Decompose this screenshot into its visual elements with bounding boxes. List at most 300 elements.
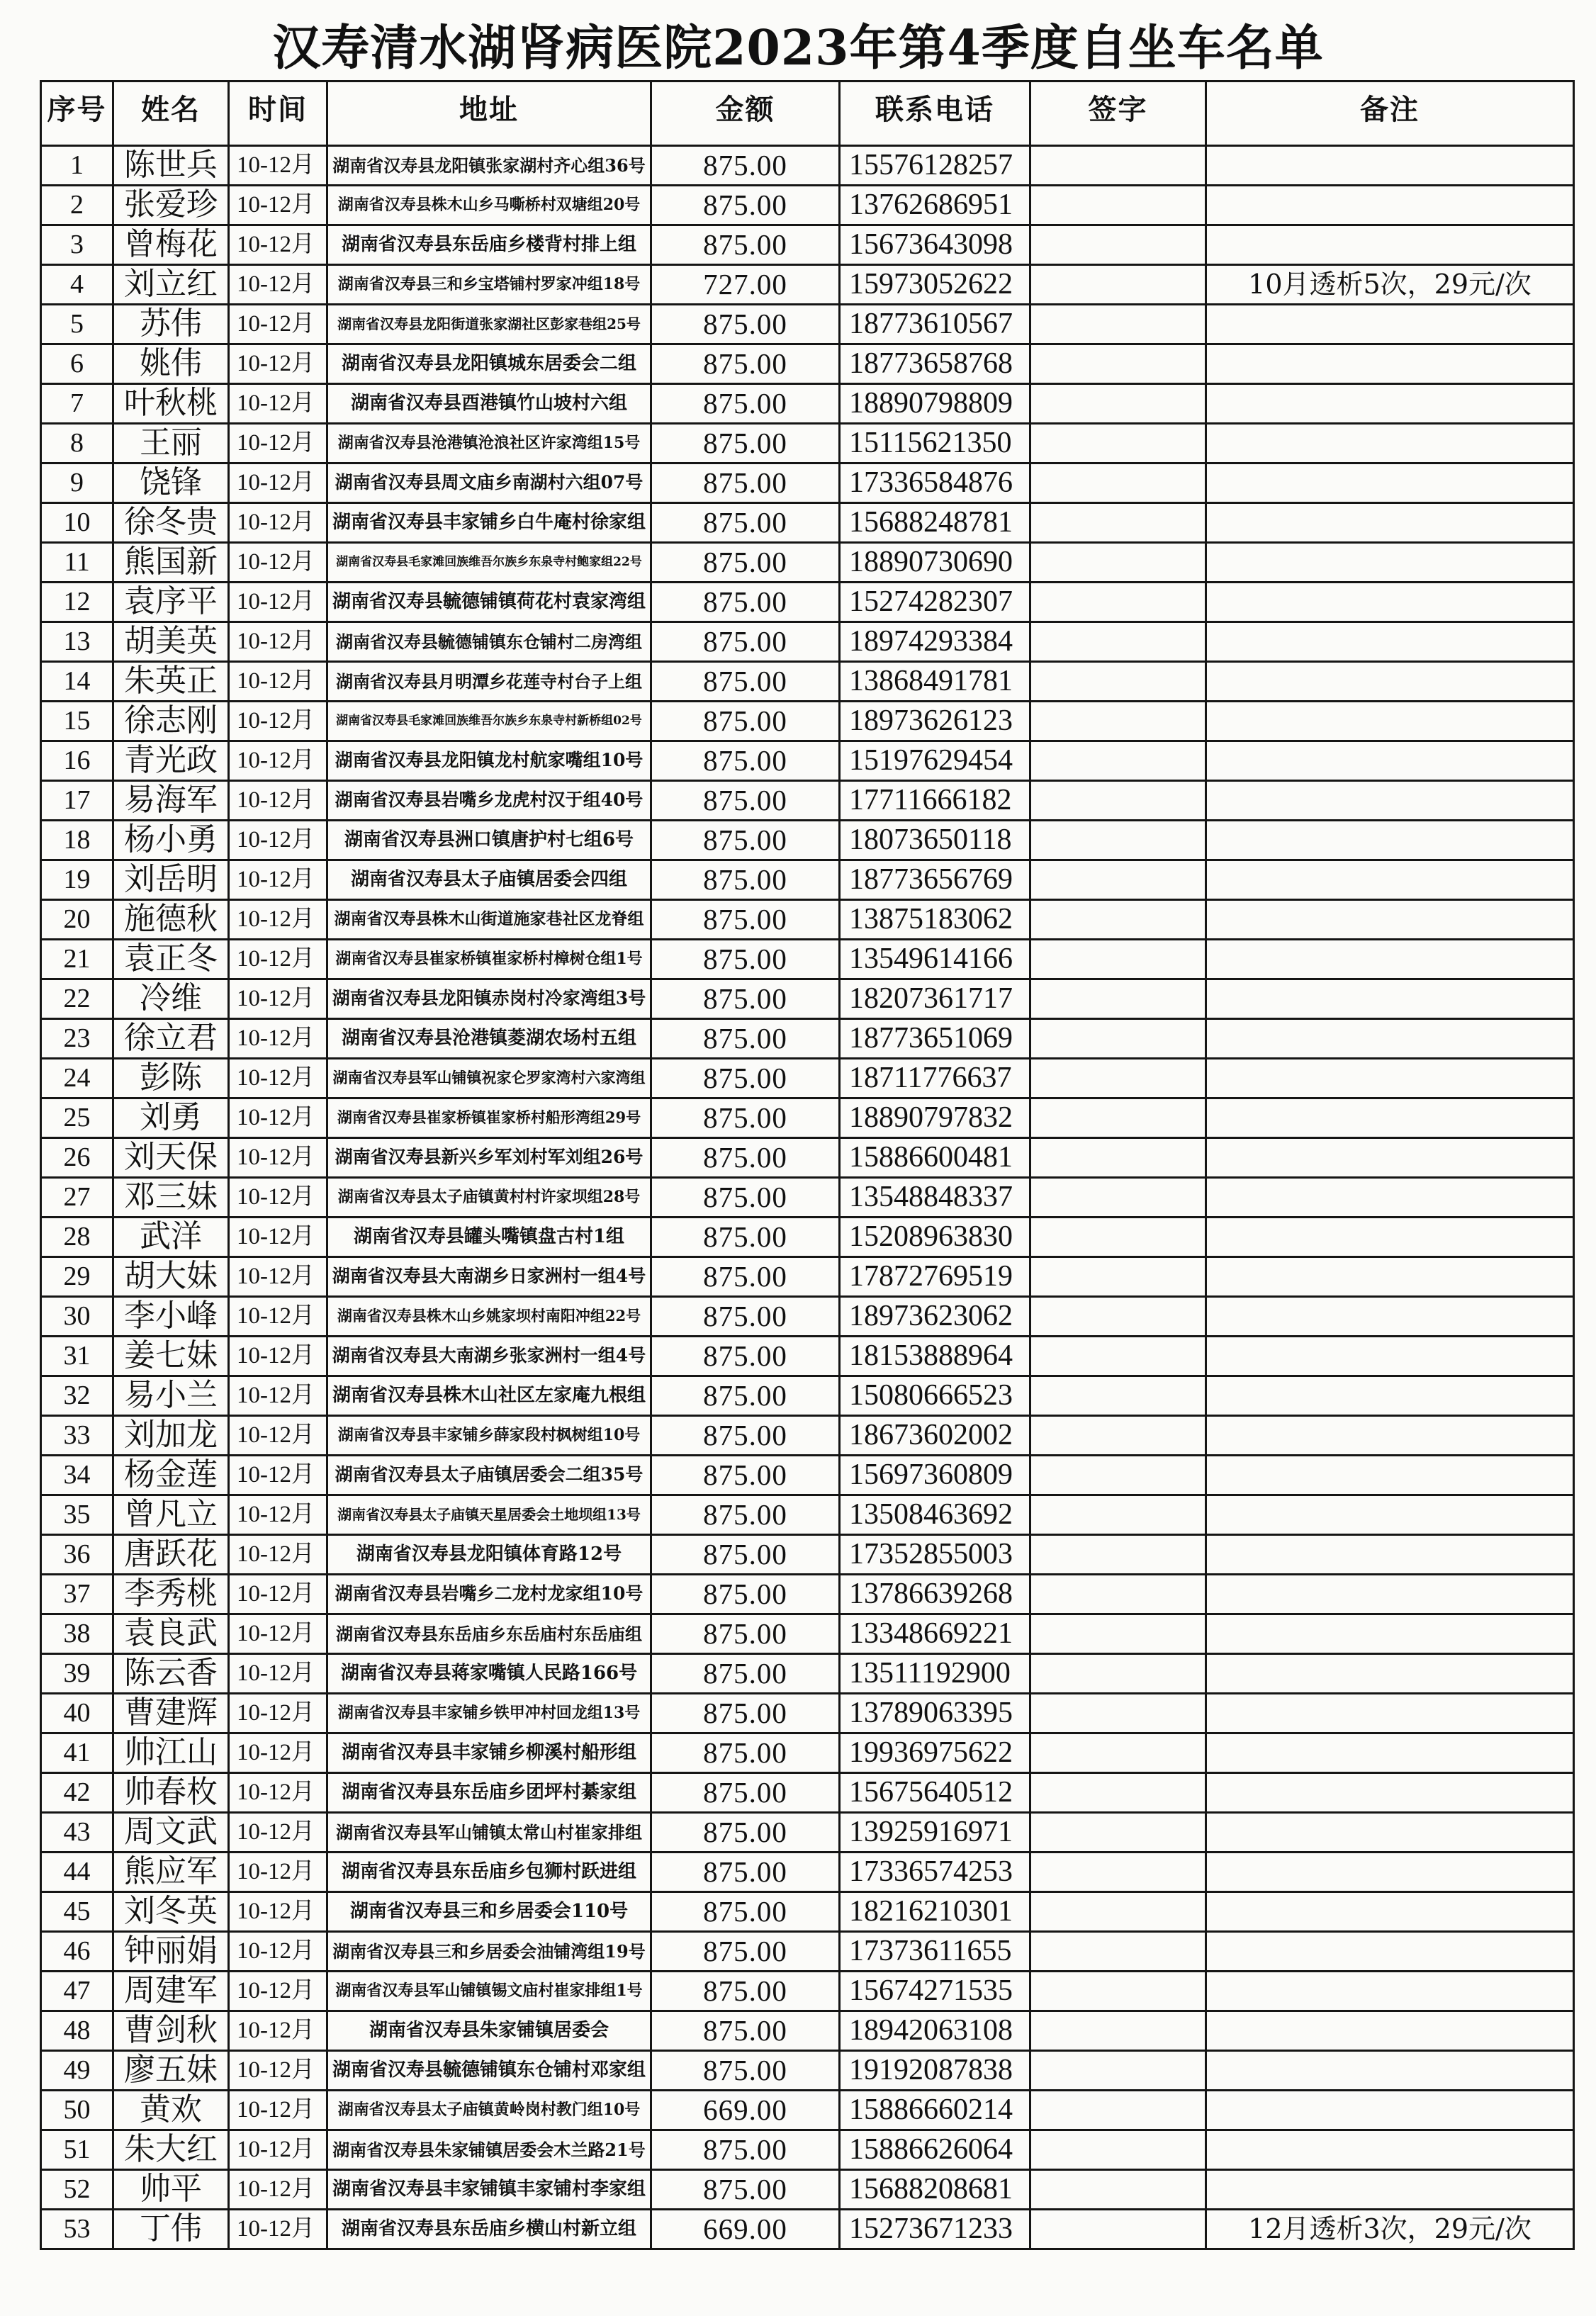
amount-cell	[652, 1814, 841, 1853]
row-number-cell	[42, 1496, 114, 1536]
amount-cell	[652, 1139, 841, 1179]
header-signature-label: 签字	[1088, 93, 1148, 126]
patient-name: 姜七妹	[124, 1337, 218, 1374]
phone-number: 13925916971	[849, 1816, 1013, 1849]
phone-number-cell	[841, 464, 1031, 504]
row-number: 33	[63, 1420, 91, 1450]
phone-number-cell	[841, 1575, 1031, 1615]
patient-name: 帅春枚	[124, 1774, 218, 1811]
amount-cell	[652, 186, 841, 226]
phone-number: 18890730690	[849, 546, 1013, 579]
patient-name: 丁伟	[140, 2210, 202, 2247]
phone-number-cell	[841, 623, 1031, 663]
row-number: 43	[63, 1816, 91, 1847]
period: 10-12月	[237, 867, 315, 893]
table-row	[42, 186, 1575, 226]
address: 湖南省汉寿县东岳庙乡横山村新立组	[341, 2217, 636, 2239]
phone-number-cell	[841, 702, 1031, 742]
phone-number: 17373611655	[849, 1935, 1012, 1968]
table-row	[42, 1774, 1575, 1814]
period-cell	[230, 345, 328, 385]
period: 10-12月	[237, 510, 315, 536]
phone-number-cell	[841, 226, 1031, 266]
address-cell	[328, 385, 652, 425]
row-number-cell	[42, 1615, 114, 1655]
table-row	[42, 583, 1575, 623]
amount: 875.00	[703, 1259, 787, 1293]
row-number-cell	[42, 1099, 114, 1139]
phone-number: 17336584876	[849, 466, 1013, 500]
address: 湖南省汉寿县崔家桥镇崔家桥村樟树仓组1号	[335, 949, 643, 968]
header-remark-label: 备注	[1360, 93, 1420, 126]
patient-name-cell	[114, 2210, 230, 2250]
header-name	[114, 82, 230, 147]
row-number-cell	[42, 663, 114, 702]
address: 湖南省汉寿县龙阳镇张家湖村齐心组36号	[332, 154, 646, 176]
row-number-cell	[42, 504, 114, 544]
address-cell	[328, 1179, 652, 1218]
address-cell	[328, 623, 652, 663]
table-row	[42, 305, 1575, 345]
period-cell	[230, 861, 328, 901]
patient-name-cell	[114, 1734, 230, 1774]
row-number: 41	[63, 1737, 91, 1767]
amount-cell	[652, 1893, 841, 1933]
remark-cell	[1207, 1536, 1575, 1575]
row-number: 45	[63, 1896, 91, 1926]
patient-name-cell	[114, 1377, 230, 1417]
amount: 875.00	[703, 2013, 787, 2047]
phone-number: 18216210301	[849, 1895, 1013, 1928]
address-cell	[328, 1258, 652, 1298]
remark-cell	[1207, 345, 1575, 385]
patient-name: 杨金莲	[124, 1456, 218, 1493]
phone-number-cell	[841, 266, 1031, 305]
period: 10-12月	[237, 1184, 315, 1210]
phone-number: 15688208681	[849, 2173, 1013, 2206]
patient-name-cell	[114, 504, 230, 544]
amount-cell	[652, 1417, 841, 1456]
phone-number-cell	[841, 980, 1031, 1020]
phone-number: 15697360809	[849, 1458, 1013, 1492]
patient-name: 刘加龙	[124, 1417, 218, 1454]
address-cell	[328, 1615, 652, 1655]
remark-cell	[1207, 544, 1575, 583]
remark-cell	[1207, 663, 1575, 702]
row-number-cell	[42, 425, 114, 464]
amount: 875.00	[703, 1180, 787, 1213]
address: 湖南省汉寿县毓德铺镇东仓铺村二房湾组	[336, 631, 642, 652]
patient-name: 饶锋	[140, 464, 202, 501]
phone-number-cell	[841, 1059, 1031, 1099]
address: 湖南省汉寿县丰家铺乡铁甲冲村回龙组13号	[337, 1703, 641, 1722]
period-cell	[230, 2052, 328, 2091]
table-row	[42, 504, 1575, 544]
period: 10-12月	[237, 2097, 315, 2123]
amount: 875.00	[703, 1974, 787, 2007]
row-number-cell	[42, 1575, 114, 1615]
row-number: 39	[63, 1658, 91, 1688]
address-cell	[328, 1734, 652, 1774]
patient-name: 姚伟	[140, 345, 202, 382]
amount-cell	[652, 980, 841, 1020]
row-number-cell	[42, 1972, 114, 2012]
patient-name-cell	[114, 1179, 230, 1218]
period-cell	[230, 1734, 328, 1774]
row-number-cell	[42, 980, 114, 1020]
address-cell	[328, 1099, 652, 1139]
phone-number: 15886660214	[849, 2093, 1013, 2127]
period: 10-12月	[237, 311, 315, 337]
amount-cell	[652, 1933, 841, 1972]
patient-name: 曾凡立	[124, 1496, 218, 1533]
remark-cell	[1207, 583, 1575, 623]
amount: 875.00	[703, 1775, 787, 1809]
signature-cell-cell	[1031, 1496, 1207, 1536]
row-number-cell	[42, 226, 114, 266]
address-cell	[328, 1337, 652, 1377]
amount-cell	[652, 425, 841, 464]
amount: 669.00	[703, 2212, 787, 2245]
patient-name: 曹建辉	[124, 1694, 218, 1731]
row-number: 40	[63, 1697, 91, 1728]
table-row	[42, 782, 1575, 821]
signature-cell-cell	[1031, 742, 1207, 782]
patient-name-cell	[114, 1655, 230, 1694]
remark-cell	[1207, 1179, 1575, 1218]
row-number-cell	[42, 305, 114, 345]
row-number-cell	[42, 702, 114, 742]
phone-number-cell	[841, 1020, 1031, 1059]
address-cell	[328, 702, 652, 742]
amount-cell	[652, 1575, 841, 1615]
address: 湖南省汉寿县酉港镇竹山坡村六组	[350, 392, 627, 414]
row-number: 22	[63, 983, 91, 1013]
row-number: 38	[63, 1618, 91, 1648]
period: 10-12月	[237, 430, 315, 456]
period-cell	[230, 464, 328, 504]
address-cell	[328, 1893, 652, 1933]
period-cell	[230, 1337, 328, 1377]
row-number: 53	[63, 2213, 91, 2244]
remark-cell	[1207, 1972, 1575, 2012]
phone-number-cell	[841, 305, 1031, 345]
patient-name: 袁良武	[124, 1615, 218, 1652]
phone-number: 13511192900	[849, 1657, 1011, 1690]
signature-cell-cell	[1031, 1020, 1207, 1059]
phone-number: 18153888964	[849, 1339, 1013, 1373]
address-cell	[328, 1655, 652, 1694]
table-row	[42, 226, 1575, 266]
remark: 12月透析3次，29元/次	[1248, 2213, 1532, 2244]
amount: 875.00	[703, 982, 787, 1015]
remark-cell	[1207, 1655, 1575, 1694]
patient-name: 刘岳明	[124, 861, 218, 898]
phone-number: 18973623062	[849, 1300, 1013, 1333]
address: 湖南省汉寿县东岳庙乡楼背村排上组	[341, 233, 636, 255]
amount-cell	[652, 782, 841, 821]
row-number-cell	[42, 821, 114, 861]
amount: 875.00	[703, 1537, 787, 1570]
row-number-cell	[42, 186, 114, 226]
row-number-cell	[42, 147, 114, 186]
row-number: 25	[63, 1102, 91, 1132]
period: 10-12月	[237, 1621, 315, 1647]
address-cell	[328, 1417, 652, 1456]
patient-name-cell	[114, 1615, 230, 1655]
phone-number-cell	[841, 1456, 1031, 1496]
row-number-cell	[42, 1218, 114, 1258]
patient-name-cell	[114, 2012, 230, 2052]
address: 湖南省汉寿县军山铺镇锡文庙村崔家排组1号	[335, 1981, 643, 2000]
patient-name-cell	[114, 702, 230, 742]
period: 10-12月	[237, 1859, 315, 1885]
remark-cell	[1207, 1218, 1575, 1258]
phone-number: 15576128257	[849, 149, 1013, 182]
period: 10-12月	[237, 1462, 315, 1488]
remark-cell	[1207, 1020, 1575, 1059]
period-cell	[230, 1575, 328, 1615]
remark-cell	[1207, 1099, 1575, 1139]
signature-cell-cell	[1031, 544, 1207, 583]
patient-name: 张爱珍	[124, 186, 218, 223]
patient-name-cell	[114, 2171, 230, 2210]
phone-number-cell	[841, 2091, 1031, 2131]
address-cell	[328, 1298, 652, 1337]
row-number: 50	[63, 2094, 91, 2125]
remark-cell	[1207, 504, 1575, 544]
address: 湖南省汉寿县军山铺镇祝家仑罗家湾村六家湾组	[332, 1069, 646, 1087]
table-row	[42, 1020, 1575, 1059]
phone-number-cell	[841, 583, 1031, 623]
row-number-cell	[42, 2131, 114, 2171]
remark-cell	[1207, 1893, 1575, 1933]
header-phone	[841, 82, 1031, 147]
table-row	[42, 2131, 1575, 2171]
address: 湖南省汉寿县毓德铺镇荷花村袁家湾组	[332, 590, 646, 612]
signature-cell-cell	[1031, 980, 1207, 1020]
table-row	[42, 464, 1575, 504]
patient-name: 帅江山	[124, 1734, 218, 1771]
remark-cell	[1207, 1258, 1575, 1298]
address: 湖南省汉寿县丰家铺乡薛家段村枫树组10号	[337, 1425, 641, 1444]
row-number: 27	[63, 1181, 91, 1212]
address: 湖南省汉寿县龙阳镇城东居委会二组	[341, 352, 636, 374]
row-number: 49	[63, 2054, 91, 2085]
address-cell	[328, 901, 652, 940]
address-cell	[328, 1536, 652, 1575]
address-cell	[328, 1377, 652, 1417]
period: 10-12月	[237, 1224, 315, 1250]
address-cell	[328, 1972, 652, 2012]
patient-name-cell	[114, 425, 230, 464]
period: 10-12月	[237, 1740, 315, 1766]
patient-name-cell	[114, 385, 230, 425]
period: 10-12月	[237, 1145, 315, 1171]
phone-number: 18974293384	[849, 625, 1013, 658]
address: 湖南省汉寿县株木山社区左家庵九根组	[332, 1384, 646, 1406]
phone-number-cell	[841, 425, 1031, 464]
period: 10-12月	[237, 1303, 315, 1330]
remark-cell	[1207, 2131, 1575, 2171]
row-number-cell	[42, 1456, 114, 1496]
address-cell	[328, 266, 652, 305]
phone-number: 15688248781	[849, 506, 1013, 539]
amount: 875.00	[703, 466, 787, 499]
row-number: 14	[63, 665, 91, 696]
row-number-cell	[42, 940, 114, 980]
address: 湖南省汉寿县周文庙乡南湖村六组07号	[335, 472, 644, 493]
signature-cell-cell	[1031, 1814, 1207, 1853]
amount-cell	[652, 1099, 841, 1139]
amount-cell	[652, 1258, 841, 1298]
remark-cell	[1207, 1774, 1575, 1814]
table-row	[42, 1893, 1575, 1933]
address-cell	[328, 1496, 652, 1536]
address-cell	[328, 1774, 652, 1814]
row-number: 19	[63, 864, 91, 894]
signature-cell-cell	[1031, 821, 1207, 861]
amount: 875.00	[703, 585, 787, 618]
amount-cell	[652, 1456, 841, 1496]
period: 10-12月	[237, 271, 315, 298]
patient-name-cell	[114, 1933, 230, 1972]
address: 湖南省汉寿县龙阳镇体育路12号	[356, 1543, 622, 1565]
phone-number-cell	[841, 1218, 1031, 1258]
table-row	[42, 623, 1575, 663]
patient-name: 胡大妹	[124, 1258, 218, 1295]
address-cell	[328, 2210, 652, 2250]
period-cell	[230, 266, 328, 305]
header-phone-label: 联系电话	[875, 93, 994, 126]
signature-cell-cell	[1031, 1774, 1207, 1814]
period-cell	[230, 305, 328, 345]
period-cell	[230, 1099, 328, 1139]
period-cell	[230, 1179, 328, 1218]
period-cell	[230, 901, 328, 940]
address: 湖南省汉寿县丰家铺镇丰家铺村李家组	[332, 2178, 646, 2200]
address: 湖南省汉寿县崔家桥镇崔家桥村船形湾组29号	[337, 1108, 641, 1127]
patient-name: 曹剑秋	[124, 2012, 218, 2049]
address: 湖南省汉寿县太子庙镇天星居委会土地坝组13号	[337, 1506, 641, 1523]
amount-cell	[652, 2091, 841, 2131]
remark-cell	[1207, 702, 1575, 742]
phone-number: 15886626064	[849, 2133, 1013, 2166]
remark-cell	[1207, 1059, 1575, 1099]
amount-cell	[652, 504, 841, 544]
row-number-cell	[42, 1694, 114, 1734]
table-row	[42, 385, 1575, 425]
amount: 669.00	[703, 2093, 787, 2126]
amount-cell	[652, 1853, 841, 1893]
period-cell	[230, 1218, 328, 1258]
row-number: 7	[70, 388, 84, 418]
patient-name: 朱英正	[124, 663, 218, 699]
remark-cell	[1207, 1615, 1575, 1655]
table-row	[42, 2091, 1575, 2131]
row-number: 18	[63, 824, 91, 855]
address-cell	[328, 2131, 652, 2171]
patient-name-cell	[114, 1218, 230, 1258]
address: 湖南省汉寿县大南湖乡张家洲村一组4号	[332, 1345, 646, 1366]
table-row	[42, 702, 1575, 742]
patient-name: 刘勇	[140, 1099, 202, 1136]
amount-cell	[652, 1694, 841, 1734]
table-row	[42, 1258, 1575, 1298]
amount-cell	[652, 2171, 841, 2210]
patient-name: 苏伟	[140, 305, 202, 342]
amount: 875.00	[703, 1577, 787, 1610]
address-cell	[328, 2052, 652, 2091]
patient-name-cell	[114, 1893, 230, 1933]
amount-cell	[652, 1298, 841, 1337]
patient-name: 彭陈	[140, 1059, 202, 1096]
phone-number-cell	[841, 1933, 1031, 1972]
amount: 875.00	[703, 1458, 787, 1491]
signature-cell-cell	[1031, 702, 1207, 742]
amount: 875.00	[703, 783, 787, 816]
table-row	[42, 1694, 1575, 1734]
remark-cell	[1207, 1575, 1575, 1615]
row-number-cell	[42, 2052, 114, 2091]
period-cell	[230, 504, 328, 544]
patient-name-cell	[114, 901, 230, 940]
remark-cell	[1207, 1417, 1575, 1456]
address-cell	[328, 1814, 652, 1853]
address-cell	[328, 663, 652, 702]
table-row	[42, 1655, 1575, 1694]
remark-cell	[1207, 980, 1575, 1020]
remark-cell	[1207, 1694, 1575, 1734]
patient-name-cell	[114, 1694, 230, 1734]
phone-number: 18773656769	[849, 863, 1013, 896]
amount-cell	[652, 583, 841, 623]
signature-cell-cell	[1031, 1218, 1207, 1258]
table-row	[42, 2052, 1575, 2091]
address: 湖南省汉寿县太子庙镇黄村村许家坝组28号	[337, 1187, 641, 1206]
remark-cell	[1207, 186, 1575, 226]
signature-cell-cell	[1031, 186, 1207, 226]
signature-cell-cell	[1031, 425, 1207, 464]
period: 10-12月	[237, 152, 315, 179]
phone-number-cell	[841, 1298, 1031, 1337]
patient-name-cell	[114, 1496, 230, 1536]
phone-number: 18207361717	[849, 982, 1013, 1016]
period: 10-12月	[237, 668, 315, 695]
address-cell	[328, 1933, 652, 1972]
period: 10-12月	[237, 1978, 315, 2004]
period-cell	[230, 782, 328, 821]
phone-number: 18773658768	[849, 347, 1013, 381]
patient-name: 青光政	[124, 742, 218, 779]
patient-name: 徐立君	[124, 1020, 218, 1057]
row-number-cell	[42, 345, 114, 385]
amount-cell	[652, 544, 841, 583]
phone-number-cell	[841, 1179, 1031, 1218]
address: 湖南省汉寿县太子庙镇居委会二组35号	[335, 1464, 644, 1485]
period-cell	[230, 1774, 328, 1814]
patient-name: 李秀桃	[124, 1575, 218, 1612]
period-cell	[230, 623, 328, 663]
row-number-cell	[42, 2091, 114, 2131]
patient-name: 刘天保	[124, 1139, 218, 1176]
phone-number: 18973626123	[849, 704, 1013, 738]
signature-cell-cell	[1031, 1575, 1207, 1615]
period: 10-12月	[237, 470, 315, 496]
period-cell	[230, 1456, 328, 1496]
patient-name-cell	[114, 583, 230, 623]
patient-name-cell	[114, 940, 230, 980]
